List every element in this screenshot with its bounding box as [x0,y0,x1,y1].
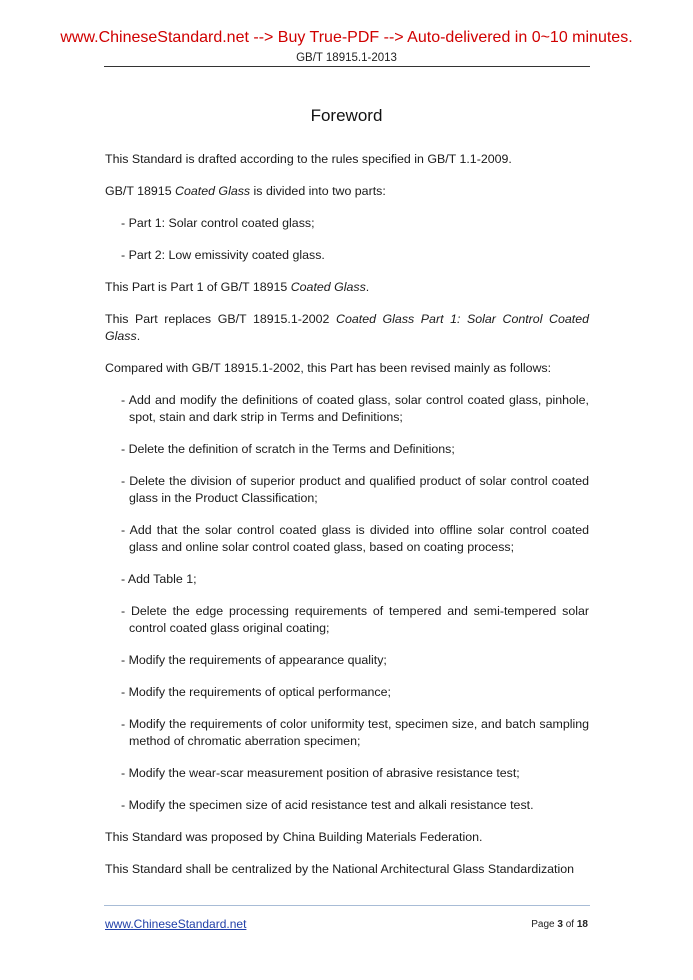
promo-banner-link[interactable]: www.ChineseStandard.net --> Buy True-PDF --> Auto-delivered in 0~10 minutes. [60,29,633,46]
list-item: - Part 1: Solar control coated glass; [121,216,315,230]
text: is divided into two parts: [250,184,386,198]
text: . [136,329,141,343]
italic-title: Coated Glass [175,184,251,198]
list-item: - Modify the requirements of color uniformity test, specimen size, and batch sampling method of chromatic aberration specimen; [121,717,589,748]
text: This Part is Part 1 of GB/T 18915 [105,280,291,294]
text: This Part replaces GB/T 18915.1-2002 [105,312,337,326]
list-item: - Modify the wear-scar measurement position of abrasive resistance test; [121,766,520,780]
list-item: - Add and modify the definitions of coated glass, solar control coated glass, pinhole, spot, stain and dark strip in Terms and Definitions; [121,393,589,424]
list-item: - Delete the division of superior product and qualified product of solar control coated glass in the Product Classification; [121,474,589,505]
list-item: - Add that the solar control coated glass is divided into offline solar control coated glass and online solar control coated glass, based on coating process; [121,523,589,554]
page-of: of [562,919,577,930]
footer-website-link[interactable]: www.ChineseStandard.net [105,917,247,931]
document-body [105,151,589,893]
italic-title: Coated Glass Part 1: Solar Control Coated Glass [105,312,589,343]
page-number [531,919,588,930]
list-item: - Modify the specimen size of acid resistance test and alkali resistance test. [121,798,534,812]
text: GB/T 18915 [105,184,176,198]
list-item: - Modify the requirements of appearance quality; [121,653,387,667]
italic-title: Coated Glass [290,280,366,294]
page-current: 3 [557,919,563,930]
text: . [365,280,370,294]
page-total: 18 [576,919,588,930]
paragraph: Compared with GB/T 18915.1-2002, this Part has been revised mainly as follows: [105,361,552,375]
list-item: - Part 2: Low emissivity coated glass. [121,248,325,262]
paragraph [105,311,589,345]
list-item: - Add Table 1; [121,572,197,586]
paragraph: This Standard was proposed by China Building Materials Federation. [105,830,483,844]
paragraph: This Standard is drafted according to the rules specified in GB/T 1.1-2009. [105,152,512,166]
list-item: - Modify the requirements of optical performance; [121,685,391,699]
paragraph: This Standard shall be centralized by the National Architectural Glass Standardization [105,862,575,876]
paragraph [105,183,589,200]
page-title: Foreword [310,106,383,125]
document-code-header: GB/T 18915.1-2013 [296,52,397,64]
footer-divider [104,905,590,906]
page-label: Page [531,919,558,930]
paragraph [105,279,589,296]
header-divider [104,66,590,67]
list-item: - Delete the definition of scratch in the Terms and Definitions; [121,442,455,456]
list-item: - Delete the edge processing requirements of tempered and semi-tempered solar control coated glass original coating; [121,604,589,635]
